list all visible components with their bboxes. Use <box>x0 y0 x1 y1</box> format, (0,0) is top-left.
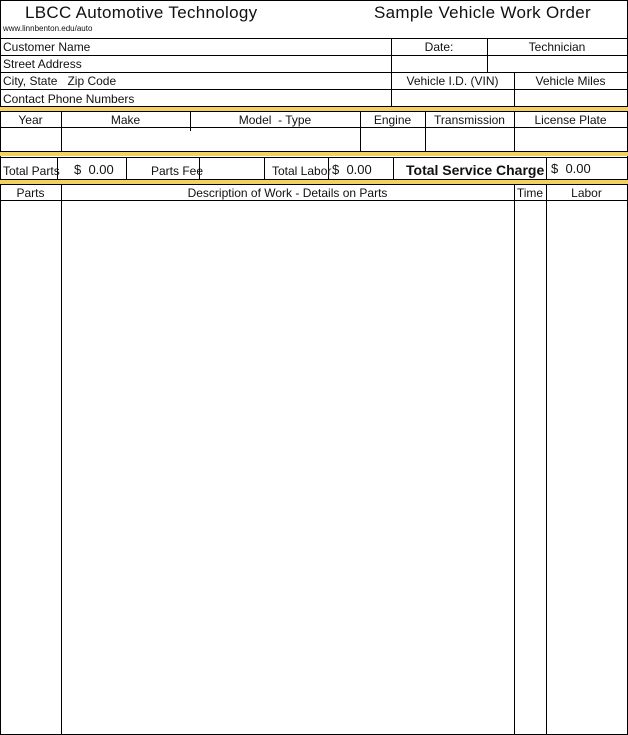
transmission-header: Transmission <box>434 113 505 127</box>
total-labor-label: Total Labor <box>272 164 332 178</box>
frame-top <box>0 0 628 1</box>
time-column-header: Time <box>516 186 544 200</box>
gold-divider-2 <box>0 152 628 156</box>
vin-label: Vehicle I.D. (VIN) <box>406 74 499 88</box>
contact-phone-label: Contact Phone Numbers <box>3 92 135 106</box>
total-service-charge-label: Total Service Charge <box>406 162 545 178</box>
website-url: www.linnbenton.edu/auto <box>3 24 93 33</box>
parts-fee-label: Parts Fee <box>151 164 204 178</box>
total-service-charge-value: $ 0.00 <box>551 161 591 176</box>
parts-entry-area[interactable] <box>1 201 61 734</box>
technician-label: Technician <box>528 40 586 54</box>
total-parts-label: Total Parts <box>3 164 60 178</box>
total-labor-value: $ 0.00 <box>332 162 372 177</box>
description-entry-area[interactable] <box>62 201 514 734</box>
engine-header: Engine <box>373 113 412 127</box>
year-header: Year <box>18 113 43 127</box>
parts-column-header: Parts <box>16 186 45 200</box>
time-entry-area[interactable] <box>515 201 546 734</box>
date-label: Date: <box>424 40 454 54</box>
city-state-zip-label: City, State Zip Code <box>3 74 117 88</box>
vehicle-miles-label: Vehicle Miles <box>535 74 606 88</box>
make-header: Make <box>110 113 141 127</box>
form-title: Sample Vehicle Work Order <box>374 3 591 22</box>
description-column-header: Description of Work - Details on Parts <box>187 186 388 200</box>
model-type-header: Model - Type <box>238 113 312 127</box>
total-parts-value: $ 0.00 <box>74 162 114 177</box>
labor-column-header: Labor <box>571 186 602 200</box>
street-address-label: Street Address <box>3 57 82 71</box>
license-plate-header: License Plate <box>534 113 607 127</box>
org-title: LBCC Automotive Technology <box>25 3 258 22</box>
labor-entry-area[interactable] <box>547 201 627 734</box>
customer-name-label: Customer Name <box>3 40 91 54</box>
